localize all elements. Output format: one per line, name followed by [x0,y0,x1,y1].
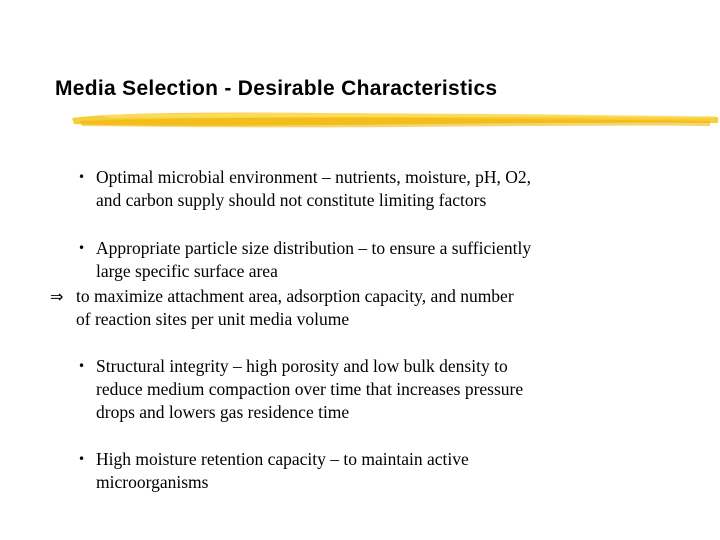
highlighter-underline [70,104,720,134]
bullet-text: High moisture retention capacity – to maintain active microorganisms [96,449,469,492]
implication-text: to maximize attachment area, adsorption capacity, and number of reaction sites per unit media volume [76,286,514,329]
bullet-dot-icon: • [78,452,86,466]
bullet-text: Optimal microbial environment – nutrients, moisture, pH, O2, and carbon supply should not constitute limiting factors [96,167,531,210]
bullet-dot-icon: • [78,170,86,184]
bullet-dot-icon: • [78,359,86,373]
bullet-text: Appropriate particle size distribution – to ensure a sufficiently large specific surface area [96,238,532,281]
implies-arrow-icon: ⇒ [50,287,64,306]
slide-title: Media Selection - Desirable Characteristics [55,77,498,100]
bullet-dot-icon: • [78,241,86,255]
bullet-text: Structural integrity – high porosity and low bulk density to reduce medium compaction over time that increases pressure drops and lowers gas residence time [96,356,524,422]
